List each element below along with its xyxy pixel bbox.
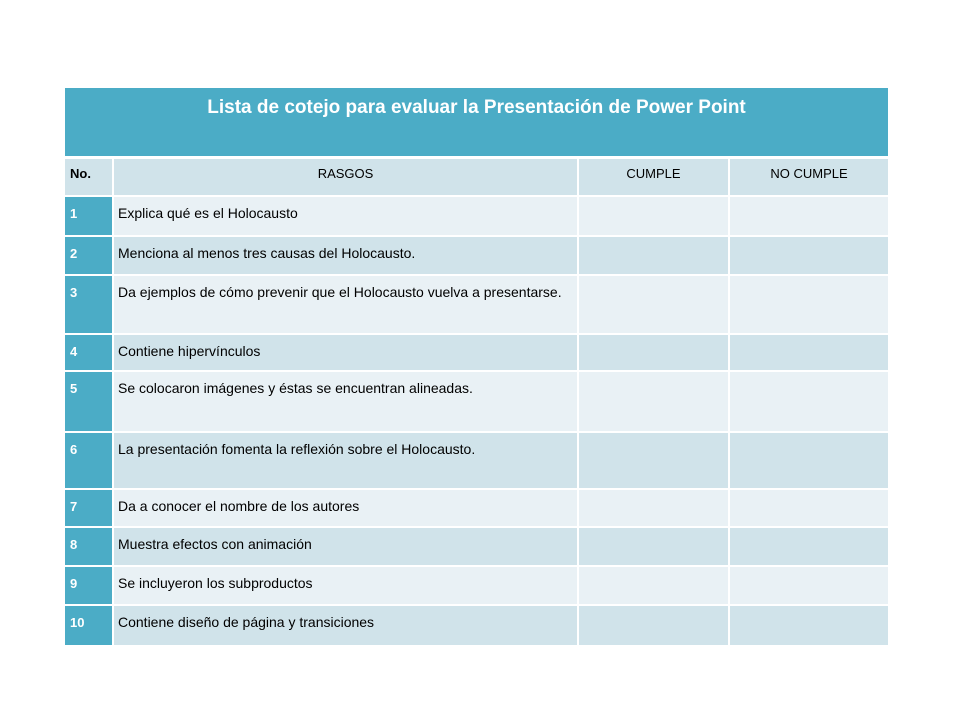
header-meets: CUMPLE — [578, 158, 729, 197]
row-number: 4 — [65, 334, 113, 371]
row-number: 9 — [65, 566, 113, 605]
row-trait: Menciona al menos tres causas del Holocausto. — [113, 236, 578, 275]
table-title: Lista de cotejo para evaluar la Presentación de Power Point — [207, 97, 746, 118]
meets-cell[interactable] — [578, 334, 729, 371]
row-trait: Se incluyeron los subproductos — [113, 566, 578, 605]
not-meets-cell[interactable] — [729, 527, 888, 566]
not-meets-cell[interactable] — [729, 236, 888, 275]
table-row — [65, 236, 888, 275]
table-row — [65, 527, 888, 566]
row-trait: Da ejemplos de cómo prevenir que el Holocausto vuelva a presentarse. — [113, 275, 578, 334]
meets-cell[interactable] — [578, 236, 729, 275]
table-row — [65, 605, 888, 646]
not-meets-cell[interactable] — [729, 196, 888, 236]
row-number: 5 — [65, 371, 113, 432]
title-row — [65, 88, 888, 158]
not-meets-cell[interactable] — [729, 489, 888, 527]
row-number: 10 — [65, 605, 113, 646]
row-number: 2 — [65, 236, 113, 275]
table-row — [65, 334, 888, 371]
not-meets-cell[interactable] — [729, 334, 888, 371]
table-row — [65, 371, 888, 432]
row-trait: Contiene diseño de página y transiciones — [113, 605, 578, 646]
row-trait: Explica qué es el Holocausto — [113, 196, 578, 236]
not-meets-cell[interactable] — [729, 275, 888, 334]
not-meets-cell[interactable] — [729, 371, 888, 432]
table-row — [65, 275, 888, 334]
table-row — [65, 566, 888, 605]
header-not-meets: NO CUMPLE — [729, 158, 888, 197]
not-meets-cell[interactable] — [729, 605, 888, 646]
row-number: 3 — [65, 275, 113, 334]
row-trait: Se colocaron imágenes y éstas se encuentran alineadas. — [113, 371, 578, 432]
checklist-table — [65, 88, 888, 647]
table-row — [65, 196, 888, 236]
row-number: 8 — [65, 527, 113, 566]
not-meets-cell[interactable] — [729, 566, 888, 605]
meets-cell[interactable] — [578, 371, 729, 432]
meets-cell[interactable] — [578, 196, 729, 236]
table-row — [65, 489, 888, 527]
meets-cell[interactable] — [578, 605, 729, 646]
table-title-cell — [65, 88, 888, 158]
row-number: 1 — [65, 196, 113, 236]
header-row — [65, 158, 888, 197]
meets-cell[interactable] — [578, 566, 729, 605]
row-trait: Muestra efectos con animación — [113, 527, 578, 566]
header-traits: RASGOS — [113, 158, 578, 197]
row-trait: Contiene hipervínculos — [113, 334, 578, 371]
meets-cell[interactable] — [578, 275, 729, 334]
meets-cell[interactable] — [578, 489, 729, 527]
row-number: 6 — [65, 432, 113, 489]
meets-cell[interactable] — [578, 432, 729, 489]
header-number: No. — [65, 158, 113, 197]
row-trait: Da a conocer el nombre de los autores — [113, 489, 578, 527]
meets-cell[interactable] — [578, 527, 729, 566]
row-trait: La presentación fomenta la reflexión sobre el Holocausto. — [113, 432, 578, 489]
table-row — [65, 432, 888, 489]
not-meets-cell[interactable] — [729, 432, 888, 489]
row-number: 7 — [65, 489, 113, 527]
